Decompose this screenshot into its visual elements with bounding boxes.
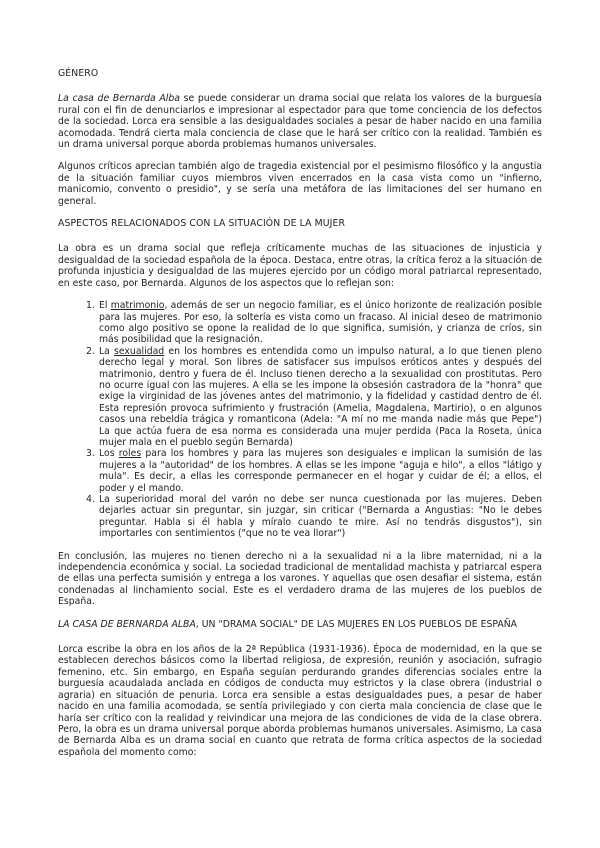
list-item: [86, 448, 542, 494]
list-item: [86, 345, 542, 449]
list-item-prefix: El: [99, 300, 111, 312]
list-item-number: 3.: [86, 448, 95, 460]
heading-work-title: LA CASA DE BERNARDA ALBA: [58, 618, 196, 630]
section-heading-genero: GÉNERO: [58, 68, 99, 79]
section-heading-mujer: ASPECTOS RELACIONADOS CON LA SITUACIÓN DE LA MUJER: [58, 218, 346, 230]
list-item-number: 2.: [86, 345, 95, 357]
section-heading-drama-social: [58, 619, 542, 630]
list-item-keyword: sexualidad: [114, 345, 165, 357]
list-item-keyword: roles: [118, 448, 142, 460]
list-item-prefix: Los: [99, 448, 119, 460]
list-item-text: , además de ser un negocio familiar, es el único horizonte de realización posible para las mujeres. Por eso, la soltería es vista como un fracaso. Al inicial deseo de matrimonio como algo positivo se opone la realidad de lo que significa, sumisión, y crianza de críos, sin más posibilidad que la resignación.: [99, 300, 542, 346]
genero-paragraph-2: Algunos críticos aprecian también algo de tragedia existencial por el pesimismo filosófico y la angustia de la situación familiar cuyos miembros viven encerrados en la casa vista como un "infierno, manicomio, convento o presidio", y se sería una metáfora de las limitaciones del ser humano en general.: [58, 161, 542, 207]
genero-paragraph-1-text: se puede considerar un drama social que relata los valores de la burguesía rural con el fin de denunciarlos e impresionar al espectador para que tome conciencia de los defectos de la sociedad. Lorca era sensible a las desigualdades sociales a pesar de haber nacido en una familia acomodada. Tendrá cierta mala conciencia de clase que le hará ser crítico con la realidad. También es un drama universal porque aborda problemas humanos universales.: [58, 93, 542, 151]
mujer-intro-paragraph: La obra es un drama social que refleja críticamente muchas de las situaciones de injusticia y desigualdad de la sociedad española de la época. Destaca, entre otras, la crítica feroz a la situación de profunda injusticia y desigualdad de las mujeres ejercido por un código moral patriarcal representado, en este caso, por Bernarda. Algunos de los aspectos que lo reflejan son:: [58, 243, 542, 289]
work-title: La casa de Bernarda Alba: [58, 93, 180, 105]
aspects-list: [58, 300, 542, 540]
list-item-prefix: La: [99, 345, 115, 357]
list-item-number: 4.: [86, 494, 95, 505]
list-item: [86, 494, 542, 540]
mujer-conclusion-paragraph: En conclusión, las mujeres no tienen derecho ni a la sexualidad ni a la libre maternidad, ni a la independencia económica y social. La sociedad tradicional de mentalidad machista y patriarcal espera de ellas una perfecta sumisión y entrega a los varones. Y aquellas que osen desafiar el sistema, están condenadas al linchamiento social. Este es el verdadero drama de las mujeres de los pueblos de España.: [58, 550, 542, 608]
heading-rest: , UN "DRAMA SOCIAL" DE LAS MUJERES EN LOS PUEBLOS DE ESPAÑA: [195, 618, 518, 630]
drama-social-paragraph: Lorca escribe la obra en los años de la 2ª República (1931-1936). Época de modernidad, en la que se establecen derechos básicos como la libertad religiosa, de expresión, reunión y asociación, sufragio femenino, etc. Sin embargo, en España seguían perdurando grandes diferencias sociales entre la burguesía acaudalada anclada en códigos de conducta muy estrictos y la clase obrera (industrial o agraria) en situación de penuria. Lorca era sensible a estas desigualdades pues, a pesar de haber nacido en una familia acomodada, se sentía privilegiado y con cierta mala conciencia de clase que le haría ser crítico con la realidad y reivindicar una mejora de las condiciones de vida de la clase obrera. Pero, la obra es un drama universal porque aborda problemas humanos universales. Asimismo, La casa de Bernarda Alba es un drama social en cuanto que retrata de forma crítica aspectos de la sociedad española del momento como:: [58, 644, 542, 758]
list-item-keyword: matrimonio: [110, 300, 165, 312]
list-item-text: La superioridad moral del varón no debe ser nunca cuestionada por las mujeres. Deben dejarles actuar sin preguntar, sin juzgar, sin criticar ("Bernarda a Angustias: "No le debes preguntar. Habla si él habla y míralo cuando te mire. Así no tendrás disgustos"), sin importarles con sentimientos ("que no te vea llorar"): [99, 494, 542, 540]
genero-paragraph-1: [58, 93, 542, 150]
list-item-text: en los hombres es entendida como un impulso natural, a lo que tienen pleno derecho legal y moral. Son libres de satisfacer sus impulsos eróticos antes y después del matrimonio, dentro y fuera de él. Incluso tienen derecho a la sexualidad con prostitutas. Pero no ocurre igual con las mujeres. A ella se les impone la obsesión castradora de la "honra" que exige la virginidad de las jóvenes antes del matrimonio, y la fidelidad y castidad dentro de él. Esta represión provoca sufrimiento y frustración (Amelia, Magdalena, Martirio), o en algunos casos una rebeldía trágica y romanticona (Adela: "A mí no me manda nadie más que Pepe") La que actúa fuera de esa norma es considerada una mujer perdida (Paca la Roseta, única mujer mala en el pueblo según Bernarda): [99, 345, 542, 448]
list-item-text: para los hombres y para las mujeres son desiguales e implican la sumisión de las mujeres a la "autoridad" de los hombres. A ellas se les impone "aguja e hilo", a ellos "látigo y mula". Es decir, a ellas les corresponde permanecer en el hogar y cuidar de él; a ellos, el poder y el mando.: [99, 448, 542, 494]
list-item-number: 1.: [86, 300, 95, 312]
list-item: [86, 300, 542, 346]
